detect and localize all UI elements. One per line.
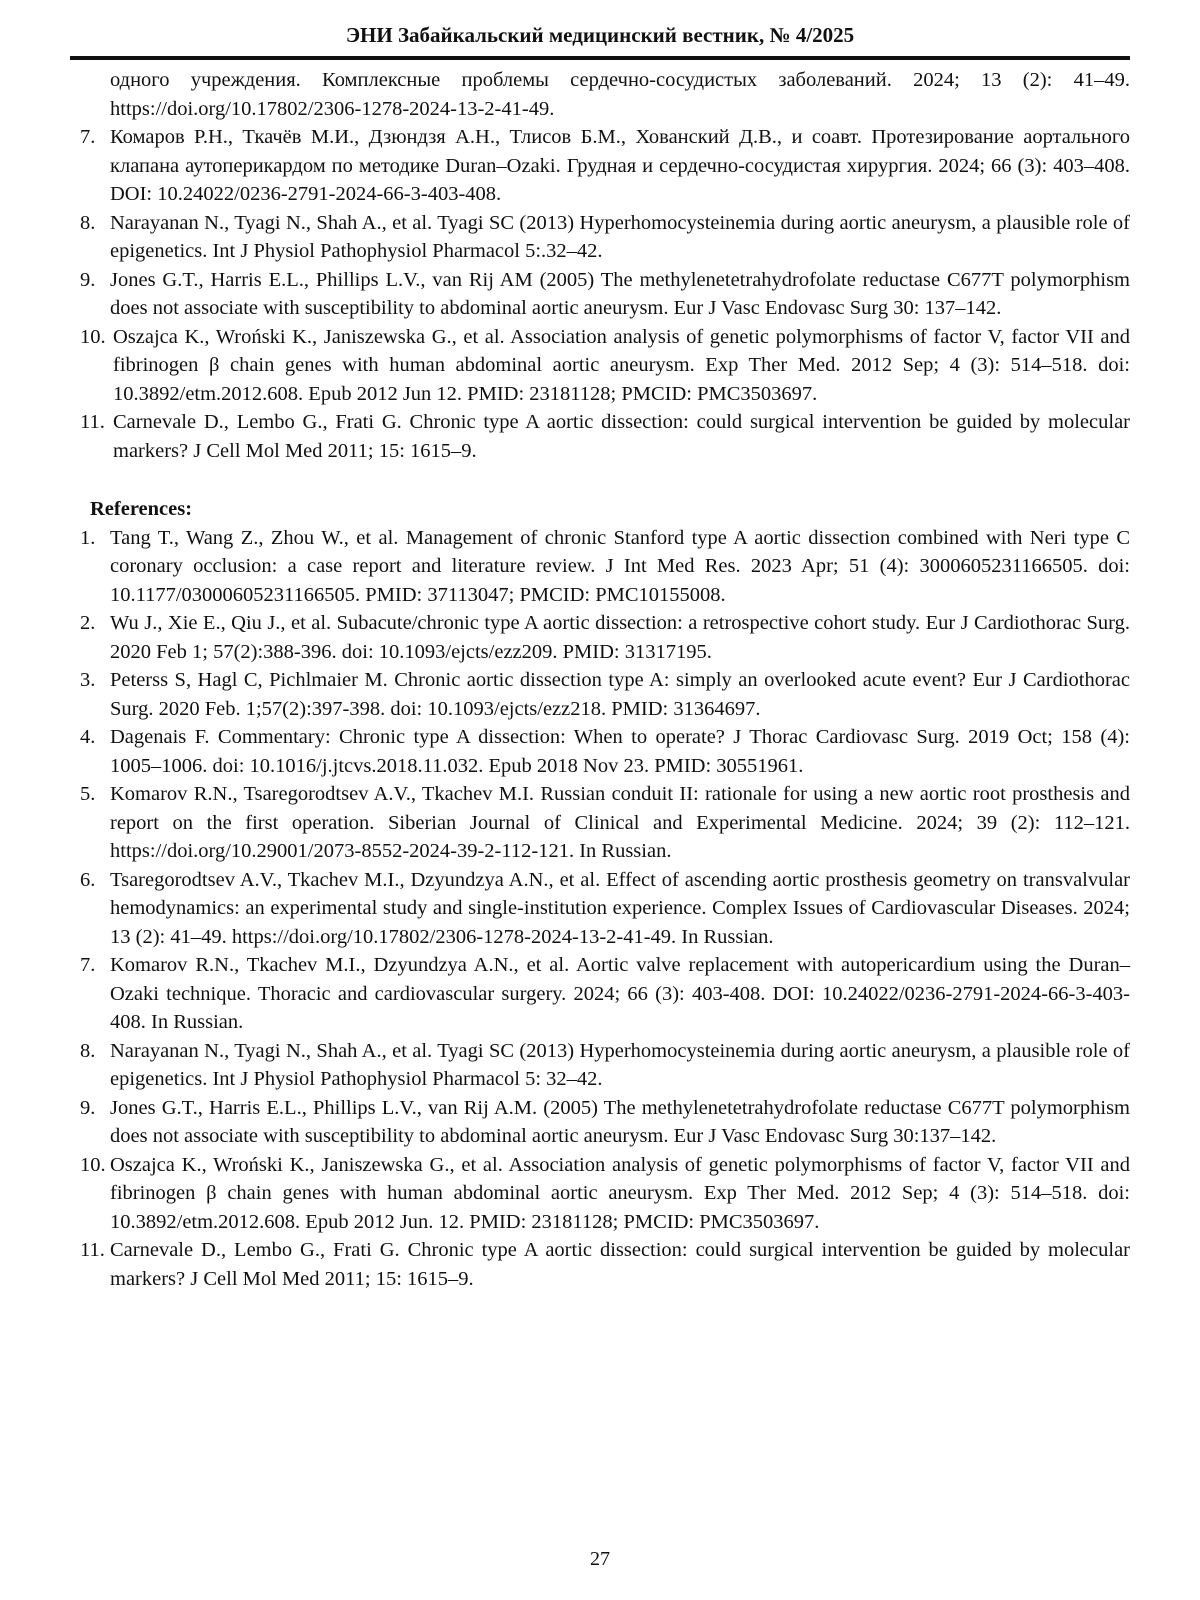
reference-text: Peterss S, Hagl C, Pichlmaier M. Chronic aortic dissection type A: simply an overlooked acute event? Eur J Cardiothorac Surg. 2020 Feb. 1;57(2):397-398. doi: 10.1093/ejcts/ezz218. PMID: 31364697.	[110, 669, 1130, 720]
reference-item	[80, 1094, 1130, 1151]
reference-item	[80, 1037, 1130, 1094]
reference-item	[80, 408, 1130, 465]
reference-item	[80, 666, 1130, 723]
page-number: 27	[590, 1548, 610, 1570]
reference-item	[80, 1236, 1130, 1293]
reference-text: Oszajca K., Wroński K., Janiszewska G., et al. Association analysis of genetic polymorphisms of factor V, factor VII and fibrinogen β chain genes with human abdominal aortic aneurysm. Exp Ther Med. 2012 Sep; 4 (3): 514–518. doi: 10.3892/etm.2012.608. Epub 2012 Jun 12. PMID: 23181128; PMCID: PMC3503697.	[113, 325, 1130, 405]
reference-number: 5.	[80, 783, 96, 805]
reference-number: 6.	[80, 868, 96, 891]
reference-number: 9.	[80, 268, 96, 291]
reference-item	[80, 609, 1130, 666]
reference-number: 10.	[80, 325, 106, 348]
journal-header: ЭНИ Забайкальский медицинский вестник, № 4/2025	[345, 23, 855, 47]
header-divider	[70, 56, 1130, 60]
reference-content	[80, 66, 1130, 1293]
reference-number: 11.	[80, 1239, 105, 1261]
reference-item	[80, 866, 1130, 952]
references-heading: References:	[90, 498, 193, 520]
reference-number: 8.	[80, 211, 96, 234]
reference-item	[80, 209, 1130, 266]
english-reference-list	[80, 524, 1130, 1294]
reference-number: 3.	[80, 669, 96, 691]
reference-text: Carnevale D., Lembo G., Frati G. Chronic type A aortic dissection: could surgical intervention be guided by molecular markers? J Cell Mol Med 2011; 15: 1615–9.	[113, 411, 1130, 462]
reference-number: 1.	[80, 526, 96, 549]
reference-text: Dagenais F. Commentary: Chronic type A dissection: When to operate? J Thorac Cardiovasc Surg. 2019 Oct; 158 (4): 1005–1006. doi: 10.1016/j.jtcvs.2018.11.032. Epub 2018 Nov 23. PMID: 30551961.	[110, 726, 1130, 777]
reference-text: Wu J., Xie E., Qiu J., et al. Subacute/chronic type A aortic dissection: a retrospective cohort study. Eur J Cardiothorac Surg. 2020 Feb 1; 57(2):388-396. doi: 10.1093/ejcts/ezz209. PMID: 31317195.	[110, 612, 1130, 663]
continued-reference: одного учреждения. Комплексные проблемы сердечно-сосудистых заболеваний. 2024; 13 (2): 41–49. https://doi.org/10.17802/2306-1278-2024-13-2-41-49.	[110, 69, 1130, 120]
reference-text: Jones G.T., Harris E.L., Phillips L.V., van Rij A.M. (2005) The methylenetetrahydrofolate reductase C677T polymorphism does not associate with susceptibility to abdominal aortic aneurysm. Eur J Vasc Endovasc Surg 30:137–142.	[110, 1096, 1130, 1147]
reference-item	[80, 780, 1130, 866]
reference-text: Narayanan N., Tyagi N., Shah A., et al. Tyagi SC (2013) Hyperhomocysteinemia during aortic aneurysm, a plausible role of epigenetics. Int J Physiol Pathophysiol Pharmacol 5: 32–42.	[110, 1039, 1130, 1090]
reference-item	[80, 524, 1130, 610]
reference-text: Carnevale D., Lembo G., Frati G. Chronic type A aortic dissection: could surgical intervention be guided by molecular markers? J Cell Mol Med 2011; 15: 1615–9.	[110, 1239, 1130, 1290]
reference-number: 4.	[80, 726, 96, 748]
reference-text: Комаров Р.Н., Ткачёв М.И., Дзюндзя А.Н., Тлисов Б.М., Хованский Д.В., и соавт. Протезирование аортального клапана аутоперикардом по методике Duran–Ozaki. Грудная и сердечно-сосудистая хирургия. 2024; 66 (3): 403–408. DOI: 10.24022/0236-2791-2024-66-3-403-408.	[110, 126, 1130, 205]
reference-text: Komarov R.N., Tsaregorodtsev A.V., Tkachev M.I. Russian conduit II: rationale for using a new aortic root prosthesis and report on the first operation. Siberian Journal of Clinical and Experimental Medicine. 2024; 39 (2): 112–121. https://doi.org/10.29001/2073-8552-2024-39-2-112-121. In Russian.	[110, 783, 1130, 862]
reference-text: Narayanan N., Tyagi N., Shah A., et al. Tyagi SC (2013) Hyperhomocysteinemia during aortic aneurysm, a plausible role of epigenetics. Int J Physiol Pathophysiol Pharmacol 5:.32–42.	[110, 211, 1130, 262]
reference-text: Tang T., Wang Z., Zhou W., et al. Management of chronic Stanford type A aortic dissection combined with Neri type C coronary occlusion: a case report and literature review. J Int Med Res. 2023 Apr; 51 (4): 3000605231166505. doi: 10.1177/03000605231166505. PMID: 37113047; PMCID: PMC10155008.	[110, 526, 1130, 606]
russian-reference-list	[80, 123, 1130, 465]
reference-number: 11.	[80, 411, 105, 433]
reference-text: Jones G.T., Harris E.L., Phillips L.V., van Rij AM (2005) The methylenetetrahydrofolate reductase C677T polymorphism does not associate with susceptibility to abdominal aortic aneurysm. Eur J Vasc Endovasc Surg 30: 137–142.	[110, 268, 1130, 319]
reference-item	[80, 266, 1130, 323]
reference-number: 9.	[80, 1096, 96, 1119]
reference-text: Komarov R.N., Tkachev M.I., Dzyundzya A.N., et al. Aortic valve replacement with autopericardium using the Duran–Ozaki technique. Thoracic and cardiovascular surgery. 2024; 66 (3): 403-408. DOI: 10.24022/0236-2791-2024-66-3-403-408. In Russian.	[110, 954, 1130, 1033]
reference-number: 8.	[80, 1039, 96, 1062]
reference-number: 7.	[80, 954, 96, 976]
reference-item	[80, 951, 1130, 1037]
reference-item	[80, 1151, 1130, 1237]
reference-text: Tsaregorodtsev A.V., Tkachev M.I., Dzyundzya A.N., et al. Effect of ascending aortic prosthesis geometry on transvalvular hemodynamics: an experimental study and single-institution experience. Complex Issues of Cardiovascular Diseases. 2024; 13 (2): 41–49. https://doi.org/10.17802/2306-1278-2024-13-2-41-49. In Russian.	[110, 868, 1130, 948]
reference-number: 7.	[80, 126, 96, 148]
reference-number: 2.	[80, 612, 96, 634]
reference-item	[80, 323, 1130, 409]
reference-number: 10.	[80, 1153, 106, 1176]
reference-item	[80, 723, 1130, 780]
reference-text: Oszajca K., Wroński K., Janiszewska G., et al. Association analysis of genetic polymorphisms of factor V, factor VII and fibrinogen β chain genes with human abdominal aortic aneurysm. Exp Ther Med. 2012 Sep; 4 (3): 514–518. doi: 10.3892/etm.2012.608. Epub 2012 Jun. 12. PMID: 23181128; PMCID: PMC3503697.	[110, 1153, 1130, 1233]
reference-item	[80, 123, 1130, 209]
